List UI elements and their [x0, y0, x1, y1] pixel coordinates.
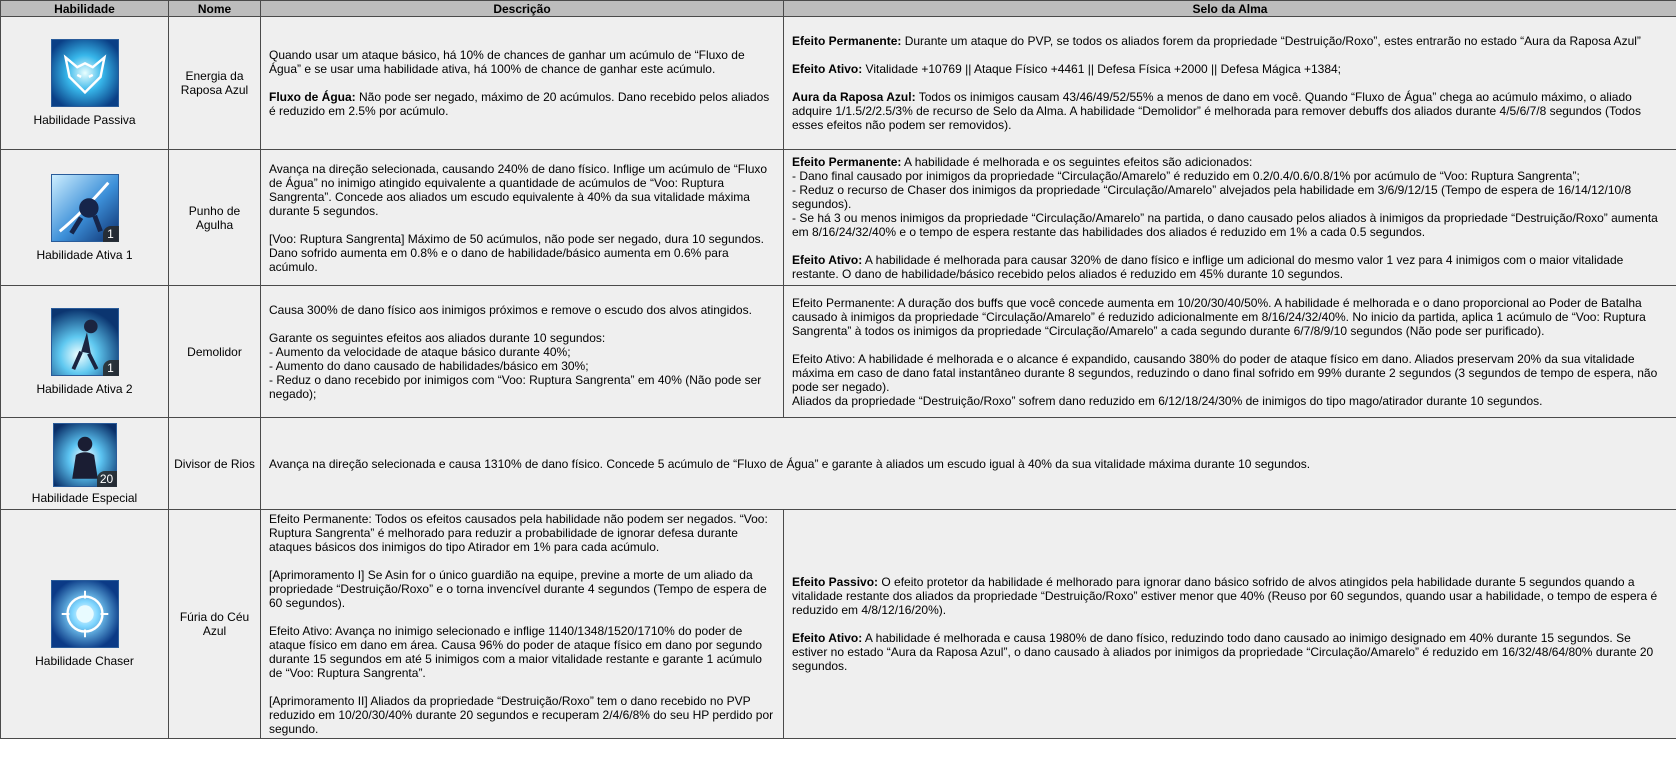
- text-paragraph: Garante os seguintes efeitos aos aliados durante 10 segundos: - Aumento da velocidade de ataque básico durante 40%; - Aumento do dano causado de habilidades/básico em 30%; - Reduz o dano recebido por inimigos com “Voo: Ruptura Sangrenta” em 40% (Não pode ser negado);: [269, 331, 775, 401]
- skill-level-badge: 1: [103, 360, 119, 376]
- skill-soul-seal: [784, 150, 1676, 286]
- text-paragraph: [Aprimoramento I] Se Asin for o único guardião na equipe, previne a morte de um aliado da propriedade “Destruição/Roxo” e o torna invencível durante 4 segundos (Tempo de espera de 60 segundos).: [269, 568, 767, 610]
- text-paragraph: Efeito Ativo: A habilidade é melhorada e causa 1980% de dano físico, reduzindo todo dano causado ao inimigo designado em 40% durante 15 segundos. Se estiver no estado “Aura da Raposa Azul”, o dano causado à aliados por inimigos da propriedade “Circulação/Amarelo” é reduzido em 16/32/48/64/80% durante 20 segundos.: [792, 631, 1654, 673]
- text-paragraph: Efeito Permanente: A duração dos buffs que você concede aumenta em 10/20/30/40/50%. A habilidade é melhorada e o dano proporcional ao Poder de Batalha causado à inimigos da propriedade “Circulação/Amarelo” é reduzido adicionalmente em 8/16/24/32/40%. No inicio da partida, aplica 1 acúmulo de “Voo: Ruptura Sangrenta” à todos os inimigos da propriedade “Circulação/Amarelo” a cada segundo durante 6/7/8/9/10 segundos (Não pode ser purificado).: [792, 295, 1646, 338]
- table-row: [1, 150, 1676, 286]
- text-paragraph: Aura da Raposa Azul: Todos os inimigos causam 43/46/49/52/55% a menos de dano em você. Quando “Fluxo de Água” chega ao acúmulo máximo, o aliado adquire 1/1.5/2/2.5/3% de recurso de Selo da Alma. A habilidade “Demolidor” é melhorada para remover debuffs dos aliados durante 4/5/6/7/8 segundos (Todos esses efeitos não podem ser removidos).: [792, 90, 1641, 132]
- text-paragraph: Efeito Ativo: Vitalidade +10769 || Ataque Físico +4461 || Defesa Física +2000 || Defesa Mágica +1384;: [792, 62, 1342, 76]
- skill-name: Fúria do Céu Azul: [169, 510, 261, 739]
- needle-fist-icon: [51, 174, 119, 242]
- header-habilidade: Habilidade: [1, 1, 169, 17]
- text-paragraph: Efeito Passivo: O efeito protetor da habilidade é melhorado para ignorar dano básico sofrido de alvos atingidos pela habilidade durante 5 segundos quando a vitalidade restante dos aliados da propriedade “Destruição/Roxo” estiver menor que 40% (Reuso por 60 segundos, quando usar a habilidade, o tempo de espera é reduzido em 4/8/12/16/20%).: [792, 575, 1658, 617]
- skill-cell: [1, 17, 169, 150]
- skill-type-label: Habilidade Especial: [31, 490, 138, 505]
- sky-fury-icon: [51, 580, 119, 648]
- skill-name: Demolidor: [169, 286, 261, 418]
- skill-description: [261, 286, 784, 418]
- skill-soul-seal: [784, 17, 1676, 150]
- text-paragraph: Efeito Permanente: Durante um ataque do PVP, se todos os aliados forem da propriedade “Destruição/Roxo”, estes entrarão no estado “Aura da Raposa Azul”: [792, 34, 1641, 48]
- text-paragraph: [Voo: Ruptura Sangrenta] Máximo de 50 acúmulos, não pode ser negado, dura 10 segundos. Dano sofrido aumenta em 0.8% e o dano de habilidade/básico aumenta em 0.6% para acúmulo.: [269, 231, 764, 274]
- bold-label: Efeito Passivo:: [792, 575, 879, 589]
- skill-type-label: Habilidade Chaser: [35, 654, 134, 668]
- table-row: [1, 510, 1676, 739]
- skill-type-label: Habilidade Ativa 2: [36, 381, 133, 396]
- text-paragraph: Efeito Ativo: Avança no inimigo selecionado e inflige 1140/1348/1520/1710% do poder de ataque físico em dano em área. Causa 96% do poder de ataque físico em dano por segundo durante 15 segundos em até 5 inimigos com a maior vitalidade restante e garante 1 acúmulo de “Voo: Ruptura Sangrenta”.: [269, 624, 762, 680]
- text-paragraph: Efeito Ativo: A habilidade é melhorada e o alcance é expandido, causando 380% do poder de ataque físico em dano. Aliados preservam 20% da sua vitalidade máxima em caso de dano fatal instantâneo durante 8 segundos, reduzindo o dano final sofrido em 99% durante 2 segundos (3 segundos de tempo de espera, não pode ser negado). Aliados da propriedade “Destruição/Roxo” sofrem dano reduzido em 6/12/18/24/30% de inimigos do tipo mago/atirador durante 10 segundos.: [792, 352, 1668, 408]
- fox-mask-icon: [51, 39, 119, 107]
- bold-label: Efeito Permanente:: [792, 34, 902, 48]
- skill-level-badge: 1: [103, 226, 119, 242]
- bold-label: Fluxo de Água:: [269, 90, 356, 104]
- bold-label: Efeito Ativo:: [792, 252, 863, 267]
- text-line: - Reduz o dano recebido por inimigos com “Voo: Ruptura Sangrenta” em 40% (Não pode ser negado);: [269, 372, 762, 401]
- river-divider-icon: [53, 423, 117, 487]
- text-line: - Dano final causado por inimigos da propriedade “Circulação/Amarelo” é reduzido em 0.2/0.4/0.6/0.8/1% por acúmulo de “Voo: Ruptura Sangrenta”;: [792, 168, 1580, 183]
- text-paragraph: Avança na direção selecionada e causa 1310% de dano físico. Concede 5 acúmulo de “Fluxo de Água” e garante à aliados um escudo igual à 40% da sua vitalidade máxima durante 10 segundos.: [269, 456, 1311, 471]
- header-selo-da-alma: Selo da Alma: [784, 1, 1676, 17]
- text-paragraph: [Aprimoramento II] Aliados da propriedade “Destruição/Roxo” tem o dano recebido no PVP reduzido em 10/20/30/40% durante 20 segundos e recuperam 2/4/6/8% do seu HP perdido por segundo.: [269, 694, 774, 736]
- skill-name: Punho de Agulha: [169, 150, 261, 286]
- bold-label: Aura da Raposa Azul:: [792, 90, 916, 104]
- text-paragraph: Avança na direção selecionada, causando 240% de dano físico. Inflige um acúmulo de “Fluxo de Água” no inimigo atingido equivalente a quantidade de acúmulos de “Voo: Ruptura Sangrenta”. Concede aos aliados um escudo equivalente à 40% da sua vitalidade máxima durante 5 segundos.: [269, 161, 768, 218]
- text-line: - Aumento da velocidade de ataque básico durante 40%;: [269, 344, 571, 359]
- skill-name: Energia da Raposa Azul: [169, 17, 261, 150]
- table-row: [1, 418, 1676, 510]
- skill-level-badge: 20: [97, 471, 117, 487]
- header-nome: Nome: [169, 1, 261, 17]
- skill-soul-seal: [784, 510, 1676, 739]
- table-row: [1, 17, 1676, 150]
- bold-label: Efeito Permanente:: [792, 154, 902, 169]
- text-paragraph: Fluxo de Água: Não pode ser negado, máximo de 20 acúmulos. Dano recebido pelos aliados é reduzido em 2.5% por acúmulo.: [269, 90, 770, 118]
- text-paragraph: Efeito Permanente: A habilidade é melhorada e os seguintes efeitos são adicionados: - Dano final causado por inimigos da propriedade “Circulação/Amarelo” é reduzido em 0.2/0.4/0.6/0.8/1% por acúmulo de “Voo: Ruptura Sangrenta”; - Reduz o recurso de Chaser dos inimigos da propriedade “Circulação/Amarelo” alvejados pela habilidade em 3/6/9/12/15 (Tempo de espera de 16/14/12/10/8 segundos). - Se há 3 ou menos inimigos da propriedade “Circulação/Amarelo” na partida, o dano causado pelos aliados à inimigos da propriedade “Destruição/Roxo” aumenta em 8/16/24/32/40% e o tempo de espera restante das habilidades dos aliados é reduzido em 1% a cada 0.5 segundos.: [792, 155, 1668, 239]
- text-line: - Se há 3 ou menos inimigos da propriedade “Circulação/Amarelo” na partida, o dano causado pelos aliados à inimigos da propriedade “Destruição/Roxo” aumenta em 8/16/24/32/40% e o tempo de espera restante das habilidades dos aliados é reduzido em 1% a cada 0.5 segundos.: [792, 210, 1658, 239]
- text-paragraph: Quando usar um ataque básico, há 10% de chances de ganhar um acúmulo de “Fluxo de Água” e se usar uma habilidade ativa, há 100% de chance de ganhar este acúmulo.: [269, 48, 745, 76]
- skill-cell: [1, 418, 169, 510]
- bold-label: Efeito Ativo:: [792, 62, 863, 76]
- skill-type-label: Habilidade Ativa 1: [36, 247, 133, 262]
- skill-type-label: Habilidade Passiva: [33, 113, 136, 127]
- skill-name: Divisor de Rios: [169, 418, 261, 510]
- text-line: - Aumento do dano causado de habilidades/básico em 30%;: [269, 358, 589, 373]
- text-paragraph: Efeito Permanente: Todos os efeitos causados pela habilidade não podem ser negados. “Voo: Ruptura Sangrenta” é melhorado para reduzir a probabilidade de ignorar defesa durante ataques básicos dos inimigos do tipo Atirador em 1% para cada acúmulo.: [269, 512, 768, 554]
- table-row: [1, 286, 1676, 418]
- bold-label: Efeito Ativo:: [792, 631, 863, 645]
- text-paragraph: Efeito Ativo: A habilidade é melhorada para causar 320% de dano físico e inflige um adicional do mesmo valor 1 vez para 4 inimigos com o maior vitalidade restante. O dano de habilidade/básico recebido pelos aliados é reduzido em 45% durante 10 segundos.: [792, 252, 1624, 281]
- skill-description: [261, 17, 784, 150]
- skill-cell: [1, 510, 169, 739]
- demolisher-icon: [51, 308, 119, 376]
- skill-description-merged: [261, 418, 1676, 510]
- header-row: [1, 1, 1676, 17]
- skill-soul-seal: [784, 286, 1676, 418]
- skill-description: [261, 510, 784, 739]
- skill-description: [261, 150, 784, 286]
- text-paragraph: Causa 300% de dano físico aos inimigos próximos e remove o escudo dos alvos atingidos.: [269, 302, 752, 317]
- skill-cell: [1, 150, 169, 286]
- header-descricao: Descrição: [261, 1, 784, 17]
- text-line: Aliados da propriedade “Destruição/Roxo” sofrem dano reduzido em 6/12/18/24/30% de inimigos do tipo mago/atirador durante 10 segundos.: [792, 393, 1543, 408]
- skill-cell: [1, 286, 169, 418]
- text-line: - Reduz o recurso de Chaser dos inimigos da propriedade “Circulação/Amarelo” alvejados pela habilidade em 3/6/9/12/15 (Tempo de espera de 16/14/12/10/8 segundos).: [792, 182, 1632, 211]
